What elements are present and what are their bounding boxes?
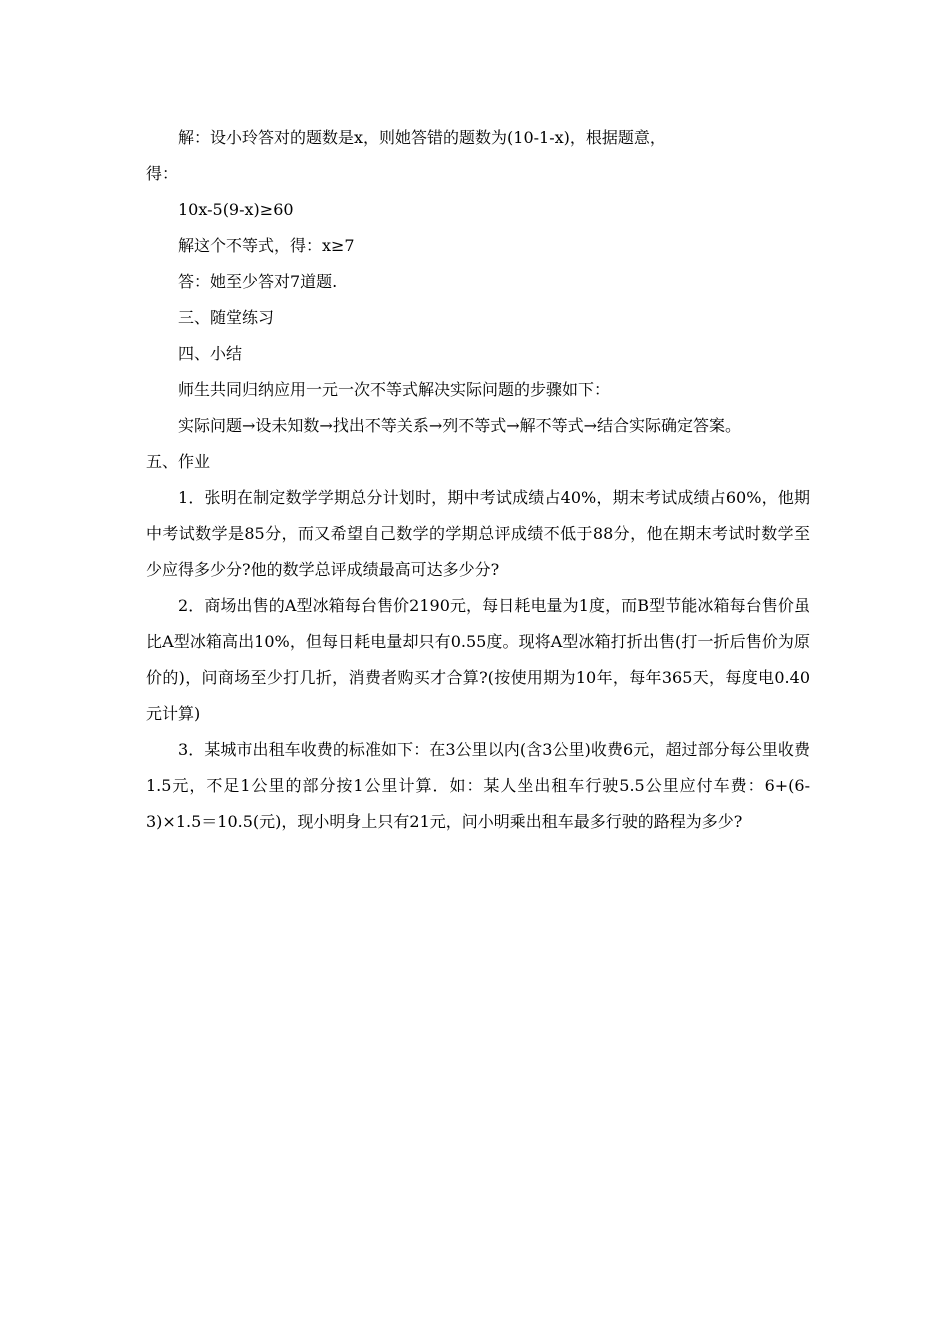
section-heading-practice: 三、随堂练习 [178,308,275,327]
solution-intro-line: 解：设小玲答对的题数是x，则她答错的题数为(10-1-x)，根据题意， [178,128,666,147]
solve-line: 解这个不等式，得：x≥7 [178,236,355,255]
section-heading-summary: 四、小结 [178,344,243,363]
homework-question-3: 3．某城市出租车收费的标准如下：在3公里以内(含3公里)收费6元，超过部分每公里收费1.5元，不足1公里的部分按1公里计算．如：某人坐出租车行驶5.5公里应付车费：6+(6-3)×1.5＝10.5(元)，现小明身上只有21元，问小明乘出租车最多行驶的路程为多少? [146,740,810,831]
section-heading-homework: 五、作业 [146,452,211,471]
document-page [146,120,810,840]
inequality-line: 10x-5(9-x)≥60 [178,200,294,219]
homework-question-2: 2．商场出售的A型冰箱每台售价2190元，每日耗电量为1度，而B型节能冰箱每台售价虽比A型冰箱高出10%，但每日耗电量却只有0.55度。现将A型冰箱打折出售(打一折后售价为原价的)，问商场至少打几折，消费者购买才合算?(按使用期为10年，每年365天，每度电0.40元计算) [146,596,810,723]
solution-get-line: 得： [146,164,179,183]
homework-question-1: 1．张明在制定数学学期总分计划时，期中考试成绩占40%，期末考试成绩占60%，他期中考试数学是85分，而又希望自己数学的学期总评成绩不低于88分，他在期末考试时数学至少应得多少分?他的数学总评成绩最高可达多少分? [146,488,810,579]
summary-steps-line: 实际问题→设未知数→找出不等关系→列不等式→解不等式→结合实际确定答案。 [178,416,742,435]
summary-intro-line: 师生共同归纳应用一元一次不等式解决实际问题的步骤如下： [178,380,611,399]
answer-line: 答：她至少答对7道题. [178,272,338,291]
